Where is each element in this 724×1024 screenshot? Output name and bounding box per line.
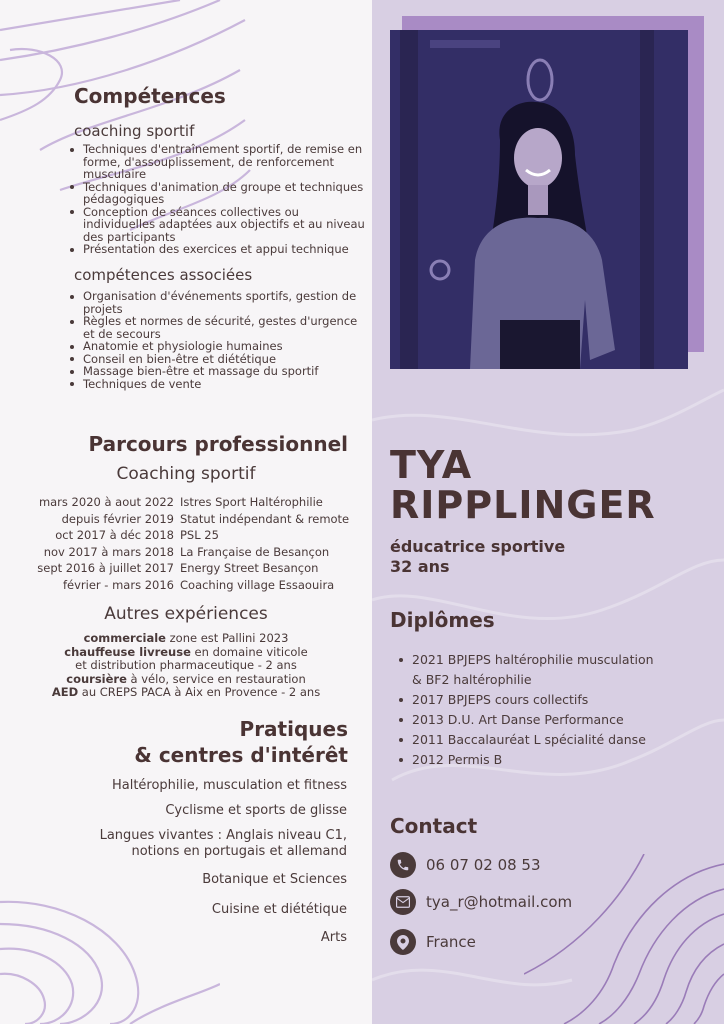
last-name: RIPPLINGER: [390, 483, 656, 527]
list-item: Organisation d'événements sportifs, gestion de projets: [67, 290, 367, 315]
coaching-subtitle: coaching sportif: [74, 122, 195, 140]
experience-role: chauffeuse livreuse: [64, 644, 191, 659]
list-item: Massage bien-être et massage du sportif: [67, 365, 367, 378]
profile-photo-illustration: [390, 30, 688, 369]
job-place: Coaching village Essaouira: [180, 577, 335, 592]
topographic-lines-corner-decoration: [524, 854, 724, 1024]
job-row: [0, 560, 372, 577]
list-item: 2013 D.U. Art Danse Performance: [396, 710, 696, 730]
list-item: [0, 646, 372, 660]
mail-icon: [390, 889, 416, 915]
full-name: [390, 445, 656, 525]
list-item: Cuisine et diététique: [211, 902, 347, 917]
list-item: [0, 659, 372, 673]
list-item: Présentation des exercices et appui technique: [67, 243, 367, 256]
job-row: [0, 544, 372, 561]
experience-detail: zone est Pallini 2023: [165, 631, 289, 645]
competences-title: Compétences: [74, 84, 226, 108]
diplomes-title: Diplômes: [390, 608, 495, 632]
diploma-text: 2021 BPJEPS haltérophilie musculation: [412, 652, 654, 667]
job-role: éducatrice sportive: [390, 537, 566, 556]
list-item: Arts: [320, 930, 347, 945]
list-item: Anatomie et physiologie humaines: [67, 340, 367, 353]
job-row: [0, 494, 372, 511]
diplomes-list: [396, 650, 696, 770]
pratiques-title-line2: & centres d'intérêt: [134, 743, 348, 767]
other-experiences-title: Autres expériences: [104, 604, 268, 624]
phone-number[interactable]: 06 07 02 08 53: [426, 856, 541, 874]
experience-detail: et distribution pharmaceutique - 2 ans: [75, 658, 297, 672]
experience-role: AED: [51, 685, 79, 699]
list-item: 2017 BPJEPS cours collectifs: [396, 690, 696, 710]
profile-photo: [390, 30, 688, 369]
job-date: sept 2016 à juillet 2017: [37, 561, 174, 575]
job-date: oct 2017 à déc 2018: [55, 528, 174, 542]
job-place: PSL 25: [180, 528, 219, 542]
email-address[interactable]: tya_r@hotmail.com: [426, 893, 573, 911]
list-item: [0, 686, 372, 700]
jobs-list: [0, 494, 372, 593]
job-place: Energy Street Besançon: [180, 561, 319, 575]
list-item: notions en portugais et allemand: [131, 844, 347, 859]
list-item: Haltérophilie, musculation et fitness: [111, 778, 347, 793]
job-row: [0, 527, 372, 544]
coaching-skills-list: [67, 143, 367, 256]
associated-skills-list: [67, 290, 367, 390]
job-place: Statut indépendant & remote: [180, 511, 350, 526]
list-item: 2011 Baccalauréat L spécialité danse: [396, 730, 696, 750]
list-item: Langues vivantes : Anglais niveau C1,: [99, 828, 347, 843]
list-item: 2012 Permis B: [396, 750, 696, 770]
experience-role: commerciale: [83, 631, 166, 645]
list-item: Botanique et Sciences: [202, 872, 347, 887]
job-date: février - mars 2016: [62, 577, 174, 592]
age: 32 ans: [390, 557, 450, 576]
list-item: [0, 632, 372, 646]
diploma-text: & BF2 haltérophilie: [412, 672, 532, 687]
role-and-age: [390, 537, 565, 577]
experience-detail: à vélo, service en restauration: [126, 671, 306, 686]
list-item: Règles et normes de sécurité, gestes d'urgence et de secours: [67, 315, 367, 340]
contact-location-row: [390, 929, 476, 955]
contact-email-row: [390, 889, 572, 915]
job-row: [0, 511, 372, 528]
experience-role: coursière: [66, 671, 127, 686]
phone-icon: [390, 852, 416, 878]
job-place: La Française de Besançon: [180, 544, 330, 559]
contact-phone-row: [390, 852, 541, 878]
first-name: TYA: [390, 443, 473, 487]
location-pin-icon: [390, 929, 416, 955]
associated-skills-subtitle: compétences associées: [74, 266, 253, 284]
experience-detail: en domaine viticole: [190, 644, 308, 659]
list-item: Conception de séances collectives ou individuelles adaptées aux objectifs et au niveau des participants: [67, 206, 367, 244]
job-date: depuis février 2019: [61, 511, 174, 526]
pratiques-title-line1: Pratiques: [239, 717, 348, 741]
list-item: [396, 650, 696, 690]
job-date: nov 2017 à mars 2018: [43, 544, 174, 559]
parcours-subtitle: Coaching sportif: [116, 464, 256, 484]
contact-title: Contact: [390, 814, 478, 838]
list-item: [0, 673, 372, 687]
job-row: [0, 577, 372, 594]
pratiques-title: [0, 716, 348, 768]
parcours-title: Parcours professionnel: [88, 432, 348, 456]
list-item: Cyclisme et sports de glisse: [165, 803, 347, 818]
job-date: mars 2020 à aout 2022: [38, 495, 174, 509]
list-item: Techniques d'entraînement sportif, de remise en forme, d'assouplissement, de renforcement musculaire: [67, 143, 367, 181]
list-item: Conseil en bien-être et diététique: [67, 353, 367, 366]
other-experiences-list: [0, 632, 372, 700]
job-place: Istres Sport Haltérophilie: [180, 495, 323, 509]
experience-detail: au CREPS PACA à Aix en Provence - 2 ans: [78, 685, 321, 699]
list-item: Techniques de vente: [67, 378, 367, 391]
list-item: Techniques d'animation de groupe et techniques pédagogiques: [67, 181, 367, 206]
location: France: [426, 933, 476, 951]
